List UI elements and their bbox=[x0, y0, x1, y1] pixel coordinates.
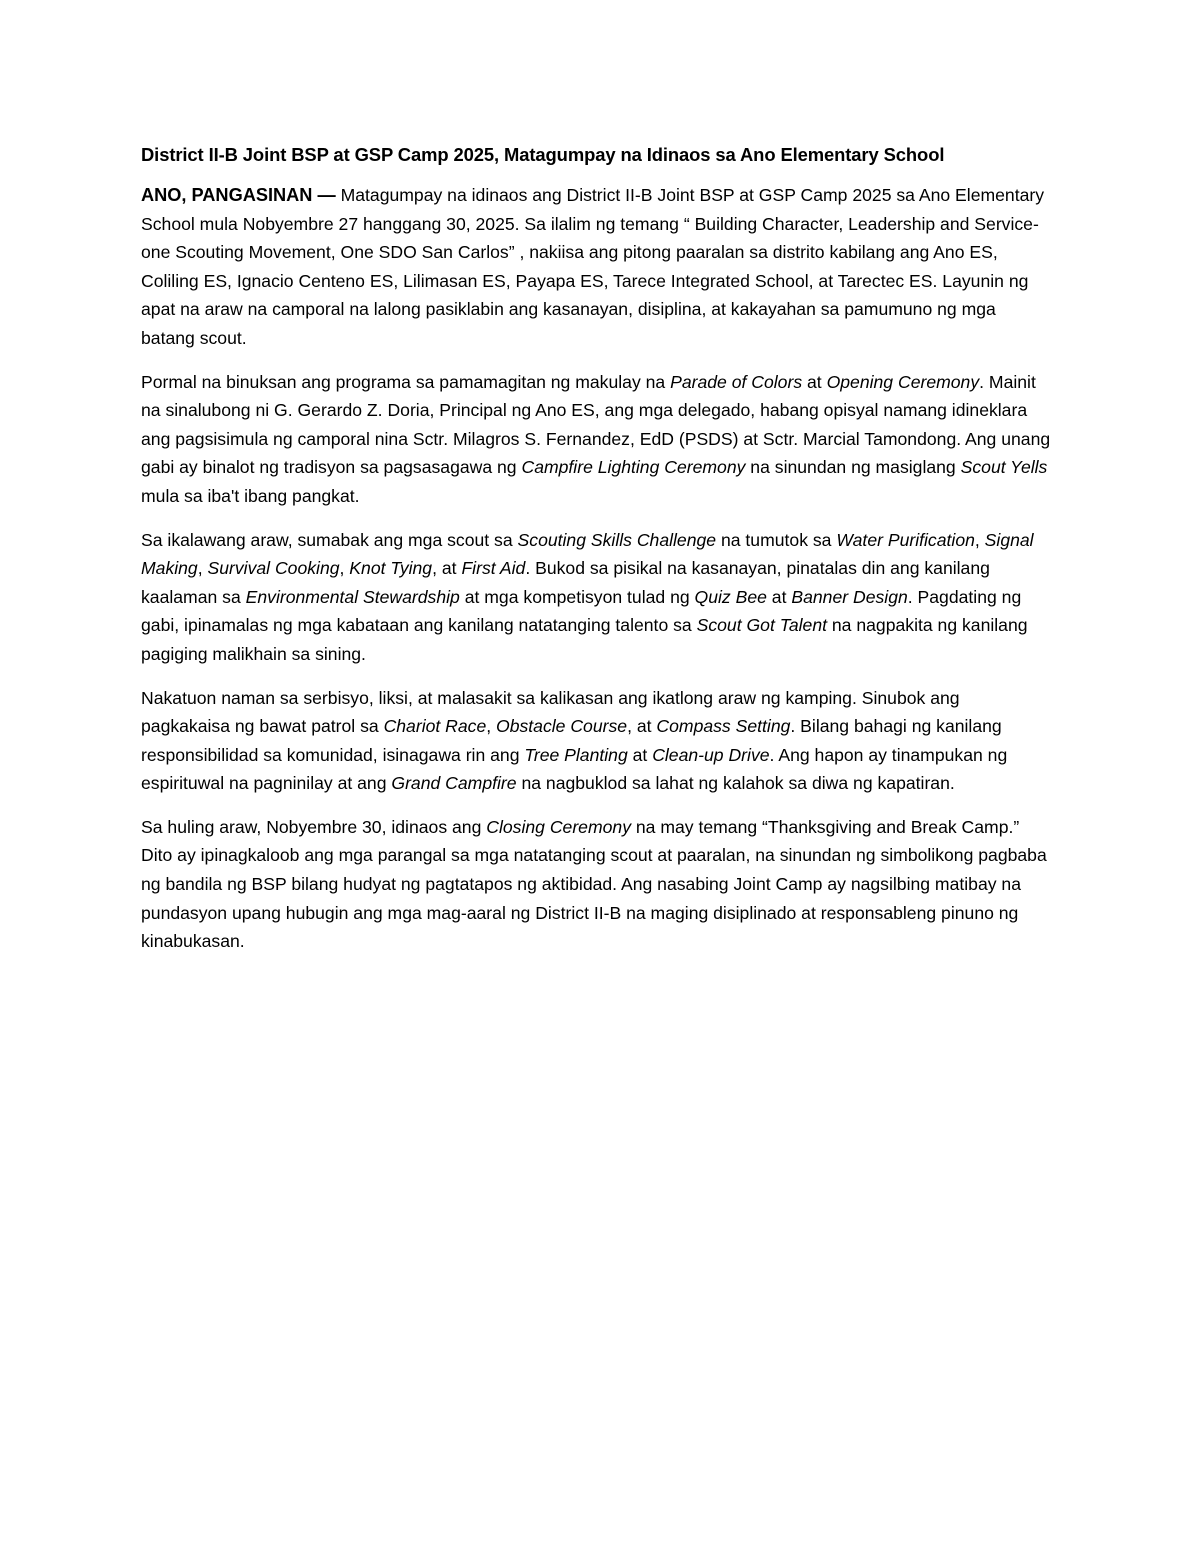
paragraph-text: . Ang hapon ay tinampukan ng espirituwal na pagninilay at ang bbox=[141, 744, 1008, 794]
paragraph-text: na may temang “Thanksgiving and Break Camp.” Dito ay ipinagkaloob ang mga parangal sa mga natatanging scout at paaralan, na sinundan ng simbolikong pagbaba ng bandila ng BSP bilang hudyat ng pagtatapos ng aktibidad. Ang nasabing Joint Camp ay nagsilbing matibay na pundasyon upang hubugin ang mga mag-aaral ng District II-B na maging disiplinado at responsableng pinuno ng kinabukasan. bbox=[141, 816, 1047, 952]
italic-term: Clean-up Drive bbox=[652, 744, 770, 765]
italic-term: Banner Design bbox=[791, 586, 908, 607]
paragraph-text: Nakatuon naman sa serbisyo, liksi, at malasakit sa kalikasan ang ikatlong araw ng kamping. Sinubok ang pagkakaisa ng bawat patrol sa bbox=[141, 687, 960, 737]
paragraph-text: . Pagdating ng gabi, ipinamalas ng mga kabataan ang kanilang natatanging talento sa bbox=[141, 586, 1022, 636]
italic-term: Tree Planting bbox=[524, 744, 628, 765]
paragraph-text: Matagumpay na idinaos ang District II-B Joint BSP at GSP Camp 2025 sa Ano Elementary School mula Nobyembre 27 hanggang 30, 2025. Sa ilalim ng temang “ Building Character, Leadership and Service-one Scouting Movement, One SDO San Carlos” , nakiisa ang pitong paaralan sa distrito kabilang ang Ano ES, Coliling ES, Ignacio Centeno ES, Lilimasan ES, Payapa ES, Tarece Integrated School, at Tarectec ES. Layunin ng apat na araw na camporal na lalong pasiklabin ang kasanayan, disiplina, at kakayahan sa pamumuno ng mga batang scout. bbox=[141, 185, 1045, 348]
article-paragraph bbox=[141, 368, 1053, 511]
italic-term: Signal Making bbox=[141, 529, 1034, 579]
italic-term: Closing Ceremony bbox=[486, 816, 631, 837]
paragraph-text: , bbox=[197, 558, 208, 579]
italic-term: Chariot Race bbox=[383, 716, 487, 737]
paragraph-text: Pormal na binuksan ang programa sa pamamagitan ng makulay na bbox=[141, 371, 671, 392]
paragraph-text: at bbox=[766, 586, 792, 607]
italic-term: Quiz Bee bbox=[694, 586, 767, 607]
article-paragraph bbox=[141, 181, 1053, 353]
paragraph-text: , bbox=[486, 716, 497, 737]
paragraph-text: na tumutok sa bbox=[716, 529, 837, 550]
paragraph-text: at bbox=[627, 744, 653, 765]
italic-term: Scouting Skills Challenge bbox=[517, 529, 717, 550]
paragraph-text: . Bukod sa pisikal na kasanayan, pinatalas din ang kanilang kaalaman sa bbox=[141, 558, 990, 607]
italic-term: Environmental Stewardship bbox=[245, 586, 460, 607]
paragraph-text: , at bbox=[627, 716, 657, 737]
article-paragraph bbox=[141, 813, 1053, 956]
italic-term: Compass Setting bbox=[656, 716, 791, 737]
italic-term: Obstacle Course bbox=[496, 716, 628, 737]
italic-term: Survival Cooking bbox=[207, 558, 340, 579]
italic-term: Campfire Lighting Ceremony bbox=[521, 457, 746, 478]
paragraph-text: Sa ikalawang araw, sumabak ang mga scout sa bbox=[141, 529, 518, 550]
article-paragraphs bbox=[141, 181, 1053, 956]
paragraph-text: na sinundan ng masiglang bbox=[745, 457, 961, 478]
italic-term: Parade of Colors bbox=[670, 371, 803, 392]
italic-term: Scout Yells bbox=[960, 457, 1048, 478]
paragraph-text: na nagbuklod sa lahat ng kalahok sa diwa ng kapatiran. bbox=[516, 773, 955, 794]
paragraph-text: . Bilang bahagi ng kanilang responsibilidad sa komunidad, isinagawa rin ang bbox=[141, 716, 1002, 765]
paragraph-text: , at bbox=[432, 558, 462, 579]
article-title: District II-B Joint BSP at GSP Camp 2025, Matagumpay na Idinaos sa Ano Elementary School bbox=[141, 144, 945, 165]
italic-term: Water Purification bbox=[836, 529, 975, 550]
italic-term: Opening Ceremony bbox=[826, 371, 980, 392]
italic-term: First Aid bbox=[461, 558, 526, 579]
paragraph-text: Sa huling araw, Nobyembre 30, idinaos ang bbox=[141, 816, 487, 837]
paragraph-text: , bbox=[974, 529, 985, 550]
paragraph-text: at bbox=[802, 371, 827, 392]
paragraph-text: , bbox=[339, 558, 350, 579]
paragraph-text: na nagpakita ng kanilang pagiging malikhain sa sining. bbox=[141, 615, 1028, 664]
paragraph-text: mula sa iba't ibang pangkat. bbox=[141, 485, 360, 506]
italic-term: Knot Tying bbox=[349, 558, 433, 579]
dateline: ANO, PANGASINAN — bbox=[141, 185, 336, 205]
paragraph-text: at mga kompetisyon tulad ng bbox=[459, 586, 695, 607]
article-body bbox=[141, 140, 1053, 971]
article-paragraph bbox=[141, 526, 1053, 669]
italic-term: Grand Campfire bbox=[391, 773, 517, 794]
article-paragraph bbox=[141, 684, 1053, 798]
paragraph-text: . Mainit na sinalubong ni G. Gerardo Z. Doria, Principal ng Ano ES, ang mga delegado, habang opisyal namang idineklara ang pagsisimula ng camporal nina Sctr. Milagros S. Fernandez, EdD (PSDS) at Sctr. Marcial Tamondong. Ang unang gabi ay binalot ng tradisyon sa pagsasagawa ng bbox=[141, 371, 1051, 478]
italic-term: Scout Got Talent bbox=[696, 615, 827, 636]
